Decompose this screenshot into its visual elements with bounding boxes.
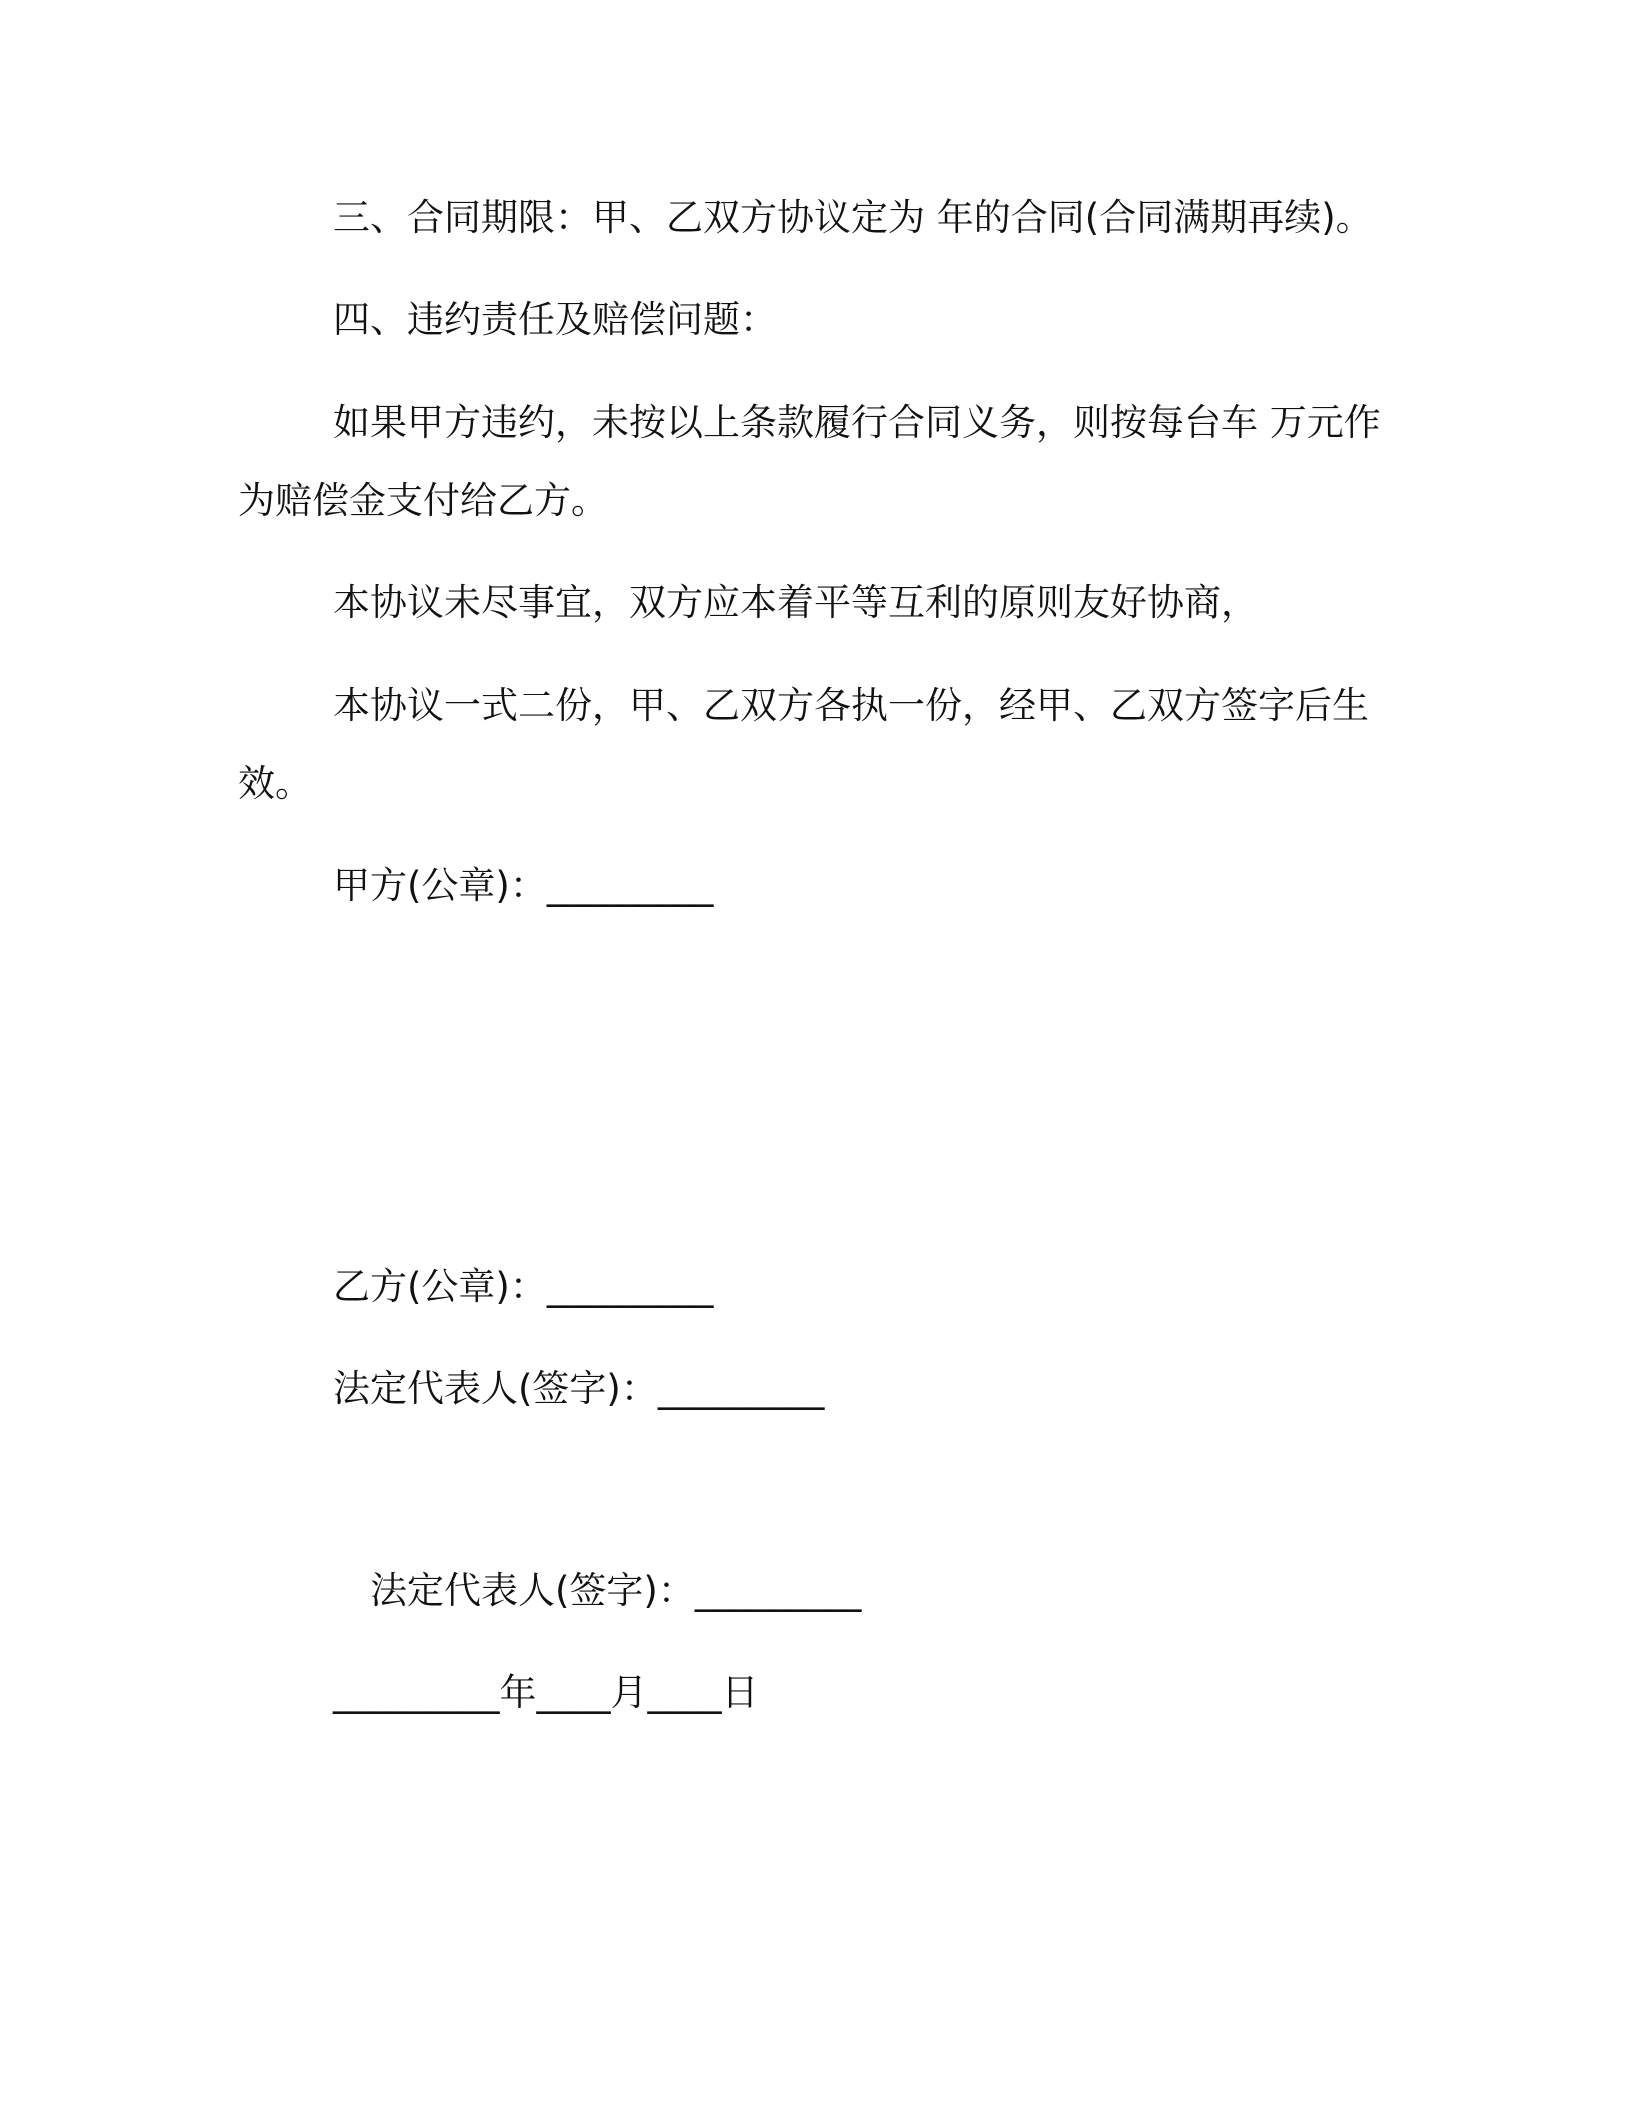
clause-contract-term: 三、合同期限：甲、乙双方协议定为 年的合同(合同满期再续)。	[333, 196, 1373, 239]
clause-unresolved-matters: 本协议未尽事宜，双方应本着平等互利的原则友好协商，	[333, 581, 1258, 624]
legal-representative-line-2: 法定代表人(签字)：_________	[370, 1569, 862, 1612]
signing-date-line: _________年____月____日	[333, 1671, 759, 1714]
legal-representative-line-1: 法定代表人(签字)：_________	[333, 1367, 825, 1410]
party-b-seal-line: 乙方(公章)：_________	[333, 1265, 714, 1308]
party-a-seal-line: 甲方(公章)：_________	[333, 864, 714, 907]
clause-copies-line-1: 本协议一式二份，甲、乙双方各执一份，经甲、乙双方签字后生	[333, 684, 1369, 727]
clause-breach-heading: 四、违约责任及赔偿问题：	[333, 298, 777, 341]
clause-copies-line-2: 效。	[238, 762, 312, 805]
clause-breach-text-line-1: 如果甲方违约，未按以上条款履行合同义务，则按每台车 万元作	[333, 401, 1381, 444]
clause-breach-text-line-2: 为赔偿金支付给乙方。	[238, 479, 608, 522]
